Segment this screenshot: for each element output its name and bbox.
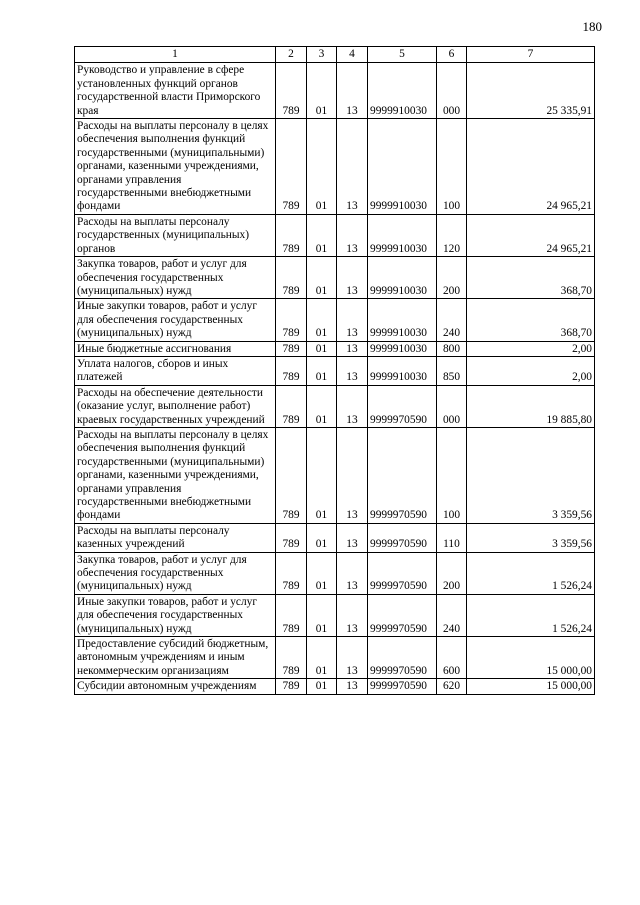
page-number: 180 [582, 19, 602, 34]
cell-subsection: 13 [337, 356, 368, 385]
cell-section: 01 [307, 257, 337, 299]
table-row [75, 427, 595, 523]
table-row [75, 214, 595, 256]
cell-name: Расходы на выплаты персоналу государственных (муниципальных) органов [75, 214, 276, 256]
cell-name: Субсидии автономным учреждениям [75, 679, 276, 694]
column-header-section: 3 [307, 47, 337, 63]
cell-target-article: 9999970590 [368, 637, 437, 679]
table-row [75, 523, 595, 552]
cell-amount: 24 965,21 [467, 119, 595, 215]
cell-grbs: 789 [276, 119, 307, 215]
cell-subsection: 13 [337, 299, 368, 341]
cell-grbs: 789 [276, 594, 307, 636]
cell-expense-type: 000 [437, 63, 467, 119]
cell-amount: 1 526,24 [467, 552, 595, 594]
cell-section: 01 [307, 552, 337, 594]
cell-name: Закупка товаров, работ и услуг для обеспечения государственных (муниципальных) нужд [75, 552, 276, 594]
column-header-row [75, 47, 595, 63]
cell-subsection: 13 [337, 214, 368, 256]
cell-expense-type: 240 [437, 299, 467, 341]
cell-section: 01 [307, 679, 337, 694]
cell-subsection: 13 [337, 637, 368, 679]
cell-amount: 3 359,56 [467, 427, 595, 523]
cell-name: Иные бюджетные ассигнования [75, 341, 276, 356]
cell-expense-type: 120 [437, 214, 467, 256]
cell-grbs: 789 [276, 523, 307, 552]
cell-amount: 368,70 [467, 257, 595, 299]
column-header-expense-type: 6 [437, 47, 467, 63]
cell-expense-type: 850 [437, 356, 467, 385]
cell-target-article: 9999970590 [368, 679, 437, 694]
cell-section: 01 [307, 214, 337, 256]
cell-subsection: 13 [337, 341, 368, 356]
cell-section: 01 [307, 356, 337, 385]
cell-name: Предоставление субсидий бюджетным, автономным учреждениям и иным некоммерческим организациям [75, 637, 276, 679]
table-row [75, 679, 595, 694]
cell-grbs: 789 [276, 214, 307, 256]
table-row [75, 637, 595, 679]
table-row [75, 594, 595, 636]
table-row [75, 552, 595, 594]
table-row [75, 356, 595, 385]
cell-name: Расходы на обеспечение деятельности (оказание услуг, выполнение работ) краевых государственных учреждений [75, 385, 276, 427]
column-header-name: 1 [75, 47, 276, 63]
column-header-target-article: 5 [368, 47, 437, 63]
cell-amount: 25 335,91 [467, 63, 595, 119]
cell-expense-type: 600 [437, 637, 467, 679]
cell-grbs: 789 [276, 299, 307, 341]
budget-table [74, 46, 595, 695]
cell-target-article: 9999910030 [368, 341, 437, 356]
cell-grbs: 789 [276, 356, 307, 385]
cell-section: 01 [307, 427, 337, 523]
cell-expense-type: 800 [437, 341, 467, 356]
cell-section: 01 [307, 299, 337, 341]
cell-name: Руководство и управление в сфере установленных функций органов государственной власти Приморского края [75, 63, 276, 119]
cell-name: Расходы на выплаты персоналу казенных учреждений [75, 523, 276, 552]
cell-amount: 2,00 [467, 356, 595, 385]
column-header-subsection: 4 [337, 47, 368, 63]
cell-target-article: 9999970590 [368, 427, 437, 523]
cell-grbs: 789 [276, 552, 307, 594]
cell-name: Расходы на выплаты персоналу в целях обеспечения выполнения функций государственными (муниципальными) органами, казенными учреждениями, органами управления государственными внебюджетными фондами [75, 119, 276, 215]
cell-name: Иные закупки товаров, работ и услуг для обеспечения государственных (муниципальных) нужд [75, 299, 276, 341]
cell-target-article: 9999970590 [368, 552, 437, 594]
table-row [75, 341, 595, 356]
cell-name: Закупка товаров, работ и услуг для обеспечения государственных (муниципальных) нужд [75, 257, 276, 299]
cell-expense-type: 620 [437, 679, 467, 694]
cell-target-article: 9999970590 [368, 523, 437, 552]
cell-section: 01 [307, 637, 337, 679]
cell-subsection: 13 [337, 594, 368, 636]
cell-expense-type: 100 [437, 119, 467, 215]
cell-section: 01 [307, 523, 337, 552]
table-row [75, 299, 595, 341]
cell-section: 01 [307, 385, 337, 427]
cell-grbs: 789 [276, 385, 307, 427]
cell-expense-type: 240 [437, 594, 467, 636]
table-row [75, 385, 595, 427]
cell-section: 01 [307, 63, 337, 119]
cell-target-article: 9999910030 [368, 257, 437, 299]
cell-expense-type: 100 [437, 427, 467, 523]
cell-expense-type: 110 [437, 523, 467, 552]
cell-amount: 3 359,56 [467, 523, 595, 552]
cell-subsection: 13 [337, 552, 368, 594]
cell-name: Иные закупки товаров, работ и услуг для обеспечения государственных (муниципальных) нужд [75, 594, 276, 636]
cell-amount: 19 885,80 [467, 385, 595, 427]
cell-expense-type: 000 [437, 385, 467, 427]
cell-amount: 368,70 [467, 299, 595, 341]
table-row [75, 119, 595, 215]
cell-section: 01 [307, 341, 337, 356]
cell-subsection: 13 [337, 119, 368, 215]
cell-grbs: 789 [276, 427, 307, 523]
cell-target-article: 9999970590 [368, 385, 437, 427]
cell-grbs: 789 [276, 637, 307, 679]
budget-table-body [75, 47, 595, 695]
cell-target-article: 9999910030 [368, 299, 437, 341]
table-row [75, 257, 595, 299]
cell-amount: 15 000,00 [467, 679, 595, 694]
cell-grbs: 789 [276, 341, 307, 356]
column-header-amount: 7 [467, 47, 595, 63]
cell-amount: 24 965,21 [467, 214, 595, 256]
cell-name: Расходы на выплаты персоналу в целях обеспечения выполнения функций государственными (муниципальными) органами, казенными учреждениями, органами управления государственными внебюджетными фондами [75, 427, 276, 523]
cell-target-article: 9999910030 [368, 356, 437, 385]
cell-grbs: 789 [276, 679, 307, 694]
table-row [75, 63, 595, 119]
cell-amount: 1 526,24 [467, 594, 595, 636]
cell-target-article: 9999910030 [368, 63, 437, 119]
cell-target-article: 9999910030 [368, 214, 437, 256]
cell-subsection: 13 [337, 427, 368, 523]
cell-name: Уплата налогов, сборов и иных платежей [75, 356, 276, 385]
cell-grbs: 789 [276, 257, 307, 299]
cell-target-article: 9999910030 [368, 119, 437, 215]
cell-subsection: 13 [337, 523, 368, 552]
cell-grbs: 789 [276, 63, 307, 119]
cell-target-article: 9999970590 [368, 594, 437, 636]
cell-expense-type: 200 [437, 552, 467, 594]
cell-amount: 15 000,00 [467, 637, 595, 679]
cell-subsection: 13 [337, 679, 368, 694]
cell-subsection: 13 [337, 385, 368, 427]
cell-section: 01 [307, 594, 337, 636]
column-header-grbs: 2 [276, 47, 307, 63]
cell-subsection: 13 [337, 257, 368, 299]
cell-subsection: 13 [337, 63, 368, 119]
cell-section: 01 [307, 119, 337, 215]
cell-amount: 2,00 [467, 341, 595, 356]
cell-expense-type: 200 [437, 257, 467, 299]
